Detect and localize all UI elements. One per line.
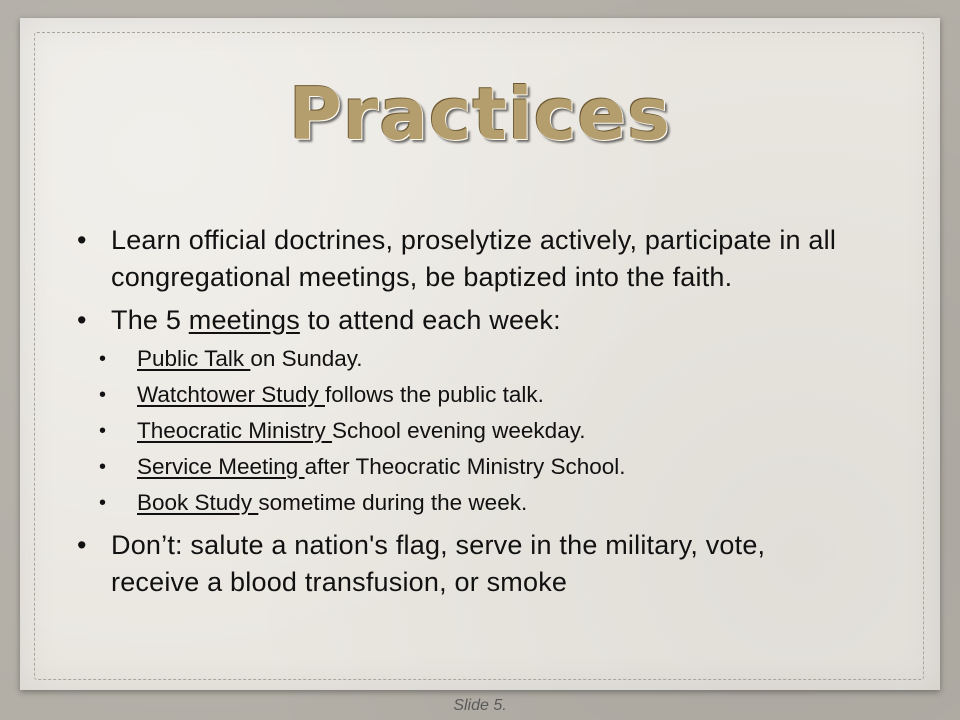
sub-bullet-theocratic-ministry	[74, 413, 854, 449]
slide-title: Practices	[288, 72, 671, 156]
bullet-donts	[74, 527, 854, 601]
book-study-link[interactable]: Book Study	[137, 490, 259, 515]
sub-bullet-text: on Sunday.	[250, 346, 363, 371]
sub-bullet-watchtower-study	[74, 377, 854, 413]
bullet-marker: •	[99, 348, 107, 370]
sub-bullet-text: sometime during the week.	[258, 490, 528, 515]
bullet-meetings	[74, 302, 854, 339]
bullet-marker: •	[77, 530, 87, 560]
bullet-marker: •	[77, 225, 87, 255]
bullet-doctrines	[74, 222, 854, 296]
public-talk-link[interactable]: Public Talk	[137, 346, 251, 371]
sub-bullet-text: after Theocratic Ministry School.	[304, 454, 626, 479]
sub-bullet-text: follows the public talk.	[325, 382, 544, 407]
bullet-text: Learn official doctrines, proselytize actively, participate in all congregational meetings, be baptized into the faith.	[111, 225, 837, 292]
bullet-text: Don’t: salute a nation's flag, serve in the military, vote, receive a blood transfusion, or smoke	[111, 530, 766, 597]
bullet-marker: •	[77, 305, 87, 335]
bullet-list	[74, 222, 854, 339]
sub-bullet-service-meeting	[74, 449, 854, 485]
slide-number: Slide 5.	[453, 697, 507, 714]
bullet-list-continued	[74, 527, 854, 601]
slide-body	[74, 222, 854, 601]
service-meeting-link[interactable]: Service Meeting	[137, 454, 305, 479]
bullet-text-prefix: The 5	[111, 305, 189, 335]
bullet-text-suffix: to attend each week:	[299, 305, 561, 335]
bullet-marker: •	[99, 384, 107, 406]
sub-bullet-public-talk	[74, 341, 854, 377]
bullet-marker: •	[99, 420, 107, 442]
theocratic-ministry-link[interactable]: Theocratic Ministry	[137, 418, 333, 443]
meetings-sublist	[74, 341, 854, 521]
bullet-marker: •	[99, 456, 107, 478]
sub-bullet-text: School evening weekday.	[332, 418, 586, 443]
meetings-link[interactable]: meetings	[188, 305, 300, 335]
watchtower-study-link[interactable]: Watchtower Study	[137, 382, 325, 407]
bullet-marker: •	[99, 492, 107, 514]
sub-bullet-book-study	[74, 485, 854, 521]
